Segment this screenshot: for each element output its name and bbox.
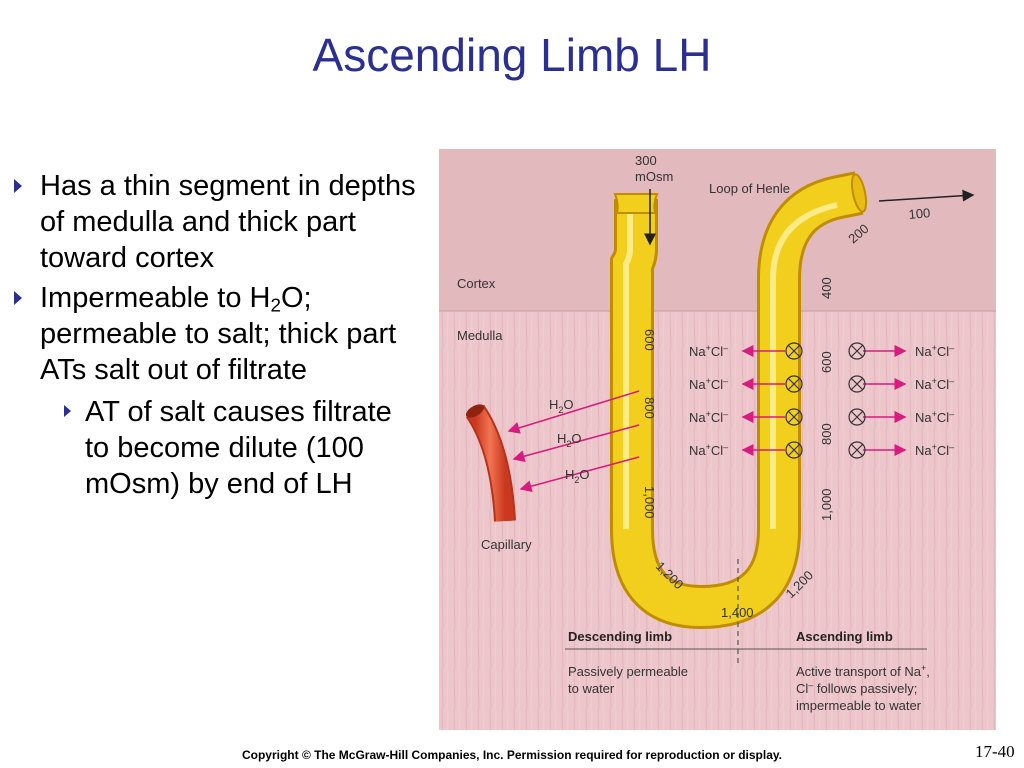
desc-osm-1200: 1,200 <box>652 558 687 593</box>
osm-unit: mOsm <box>635 169 674 184</box>
svg-text:Na+Cl–: Na+Cl– <box>915 442 955 458</box>
svg-text:Na+Cl–: Na+Cl– <box>689 376 729 392</box>
sub-bullet-item <box>64 394 424 502</box>
svg-text:H2O: $H_2O$ <box>557 431 582 449</box>
asc-osm-400: 400 <box>819 277 834 299</box>
bullet-arrow-icon <box>14 291 22 305</box>
slide-title: Ascending Limb LH <box>312 29 712 81</box>
bullet-list <box>14 168 424 502</box>
capillary-label: Capillary <box>481 537 532 552</box>
desc-osm-600: 600 <box>642 329 657 351</box>
svg-text:Na+Cl–: Na+Cl– <box>915 376 955 392</box>
asc-osm-200: 200 <box>845 220 872 247</box>
medulla-label: Medulla <box>457 328 503 343</box>
asc-osm-100: 100 <box>907 205 931 222</box>
osm-value: 300 <box>635 153 657 168</box>
asc-osm-1000: 1,000 <box>819 488 834 521</box>
svg-text:Na+Cl–: Na+Cl– <box>689 343 729 359</box>
cortex-label: Cortex <box>457 276 496 291</box>
desc-osm-1000: 1,000 <box>642 486 657 519</box>
desc-osm-800: 800 <box>642 397 657 419</box>
sub-bullet-text: AT of salt causes filtrate to become dilute (100 mOsm) by end of LH <box>85 396 392 500</box>
descending-limb-title: Descending limb <box>568 629 673 644</box>
asc-osm-600: 600 <box>819 351 834 373</box>
ascending-desc-3: impermeable to water <box>796 698 921 713</box>
ascending-desc-1: Active transport of Na+, <box>796 663 930 679</box>
bullet-item <box>14 280 424 388</box>
page-number: 17-40 <box>975 742 1015 761</box>
sub-bullet-arrow-icon <box>64 405 71 417</box>
asc-osm-800: 800 <box>819 423 834 445</box>
asc-osm-1200: 1,200 <box>782 567 817 602</box>
bullet-arrow-icon <box>14 179 22 193</box>
copyright-notice: Copyright © The McGraw-Hill Companies, Inc. Permission required for reproduction or display. <box>241 748 783 762</box>
svg-text:Na+Cl–: Na+Cl– <box>689 442 729 458</box>
bottom-osm: 1,400 <box>721 605 754 620</box>
bullet-text: Has a thin segment in depths of medulla and thick part toward cortex <box>40 170 416 274</box>
svg-text:Na+Cl–: Na+Cl– <box>689 409 729 425</box>
descending-desc-2: to water <box>568 681 615 696</box>
svg-text:H2O: $H_2O$ <box>549 397 574 415</box>
svg-text:Na+Cl–: Na+Cl– <box>915 409 955 425</box>
svg-text:Na+Cl–: Na+Cl– <box>915 343 955 359</box>
bullet-item <box>14 168 424 276</box>
loop-of-henle-figure <box>439 149 996 730</box>
bullet-text: Impermeable to $H_2O$; permeable to salt; thick part ATs salt out of filtrate <box>40 282 397 386</box>
loop-label: Loop of Henle <box>709 181 790 196</box>
descending-desc-1: Passively permeable <box>568 664 688 679</box>
svg-text:H2O: $H_2O$ <box>565 467 590 485</box>
ascending-limb-title: Ascending limb <box>796 629 893 644</box>
cortex-region <box>439 149 996 311</box>
ascending-desc-2: Cl– follows passively; <box>796 680 918 696</box>
